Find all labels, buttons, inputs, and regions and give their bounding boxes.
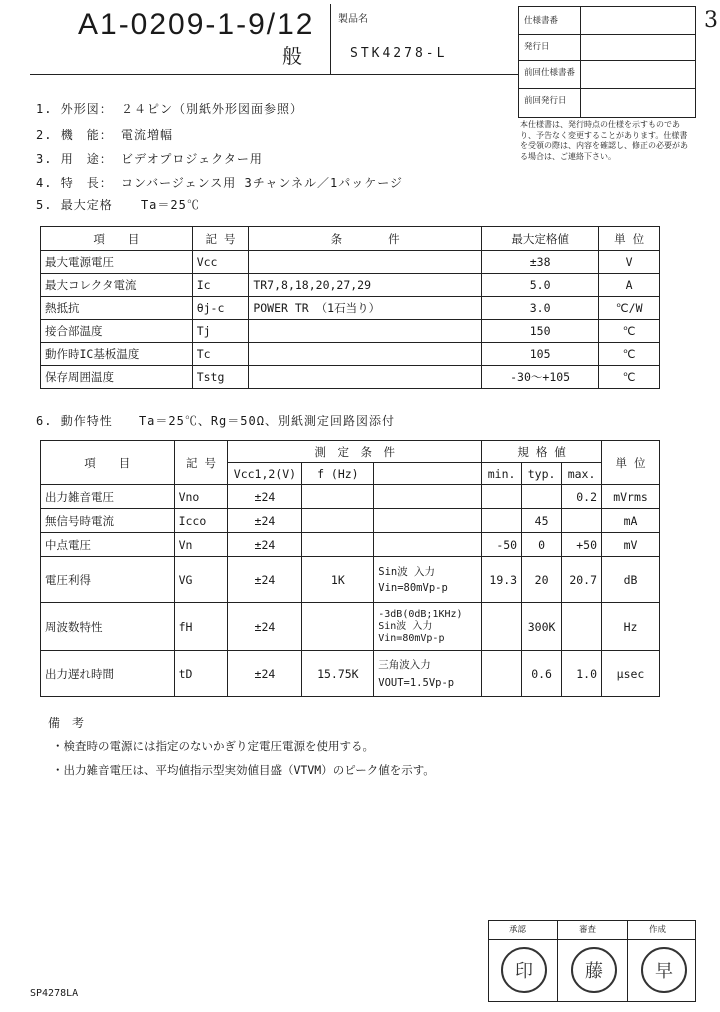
item-row bbox=[36, 196, 200, 213]
operating-characteristics-table bbox=[40, 440, 660, 697]
cell-cond bbox=[374, 509, 482, 533]
cell-f: 1K bbox=[302, 557, 374, 603]
cell-f bbox=[302, 509, 374, 533]
cell-f bbox=[302, 603, 374, 651]
cell-min bbox=[482, 485, 522, 509]
cell-unit: mV bbox=[602, 533, 660, 557]
cell-symbol: Vn bbox=[174, 533, 228, 557]
cell-vcc: ±24 bbox=[228, 557, 302, 603]
cell-unit: dB bbox=[602, 557, 660, 603]
cell-vcc: ±24 bbox=[228, 533, 302, 557]
cell-max: 20.7 bbox=[562, 557, 602, 603]
header-symbol: 記 号 bbox=[192, 227, 249, 251]
header-unit: 単 位 bbox=[602, 441, 660, 485]
cell-cond bbox=[374, 533, 482, 557]
item-no: 5. bbox=[36, 198, 53, 212]
table-row bbox=[41, 343, 660, 366]
table-row bbox=[41, 603, 660, 651]
cell-min bbox=[482, 651, 522, 697]
cond-line: Sin波 入力 bbox=[378, 565, 436, 578]
cell-item: 熱抵抗 bbox=[41, 297, 193, 320]
cell-max bbox=[562, 509, 602, 533]
cell-cond bbox=[374, 603, 482, 651]
item-label: 外形図： bbox=[60, 102, 113, 116]
item-label: 機 能： bbox=[60, 128, 113, 142]
item-no: 3. bbox=[36, 152, 53, 166]
cell-symbol: θj-c bbox=[192, 297, 249, 320]
item-no: 1. bbox=[36, 102, 53, 116]
header-cond bbox=[374, 463, 482, 485]
cond-line: VOUT=1.5Vp-p bbox=[378, 676, 455, 689]
cell-conditions: TR7,8,18,20,27,29 bbox=[249, 274, 482, 297]
product-label: 製品名 bbox=[338, 14, 368, 25]
cell-typ: 0 bbox=[522, 533, 562, 557]
table-header-row bbox=[41, 227, 660, 251]
field-issue-date: 発行日 bbox=[524, 42, 550, 52]
cell-unit: mA bbox=[602, 509, 660, 533]
cell-value: 105 bbox=[481, 343, 598, 366]
cond-line: Vin=80mVp-p bbox=[378, 632, 445, 644]
cell-symbol: Vcc bbox=[192, 251, 249, 274]
footer-code: SP4278LA bbox=[30, 988, 79, 999]
item-row bbox=[36, 174, 403, 191]
cell-symbol: VG bbox=[174, 557, 228, 603]
cell-item: 周波数特性 bbox=[41, 603, 175, 651]
cell-unit: V bbox=[599, 251, 660, 274]
cell-typ: 45 bbox=[522, 509, 562, 533]
table-row bbox=[41, 251, 660, 274]
cell-cond bbox=[374, 651, 482, 697]
item-value: コンバージェンス用 3チャンネル／1パッケージ bbox=[120, 176, 403, 190]
document-number: A1-0209-1-9/12 bbox=[78, 8, 315, 41]
header-item: 項 目 bbox=[41, 441, 175, 485]
cond-line: 三角波入力 bbox=[378, 658, 431, 671]
cell-symbol: Icco bbox=[174, 509, 228, 533]
revision-notice: 本仕様書は、発行時点の仕様を示すものであり、予告なく変更することがあります。仕様書を受領の際は、内容を確認し、修正の必要がある場合は、ご連絡下さい。 bbox=[520, 120, 688, 161]
cell-item: 電圧利得 bbox=[41, 557, 175, 603]
side-mark: 3 bbox=[704, 8, 718, 33]
cell-symbol: Tc bbox=[192, 343, 249, 366]
cell-symbol: fH bbox=[174, 603, 228, 651]
cell-symbol: Tj bbox=[192, 320, 249, 343]
field-prev-issue-date: 前回発行日 bbox=[524, 96, 567, 106]
item-value: ２４ピン（別紙外形図面参照） bbox=[120, 102, 303, 116]
cell-min bbox=[482, 603, 522, 651]
cell-typ: 0.6 bbox=[522, 651, 562, 697]
cell-unit: A bbox=[599, 274, 660, 297]
cell-value: 5.0 bbox=[481, 274, 598, 297]
table-header-row bbox=[41, 441, 660, 463]
review-stamp: 藤 bbox=[571, 947, 617, 993]
author-stamp: 早 bbox=[641, 947, 687, 993]
cell-item: 動作時IC基板温度 bbox=[41, 343, 193, 366]
cell-vcc: ±24 bbox=[228, 651, 302, 697]
item-row bbox=[36, 126, 173, 143]
approval-box bbox=[488, 920, 696, 1002]
cell-conditions bbox=[249, 366, 482, 389]
review-label: 審査 bbox=[579, 925, 597, 935]
cell-symbol: tD bbox=[174, 651, 228, 697]
cell-max: 1.0 bbox=[562, 651, 602, 697]
document-suffix: 般 bbox=[282, 44, 302, 68]
note-line: ・検査時の電源には指定のないかぎり定電圧電源を使用する。 bbox=[52, 739, 374, 753]
item-row bbox=[36, 100, 303, 117]
header-typ: typ. bbox=[522, 463, 562, 485]
cell-symbol: Ic bbox=[192, 274, 249, 297]
item-label: 最大定格 bbox=[60, 198, 113, 212]
header-f: f (Hz) bbox=[302, 463, 374, 485]
author-label: 作成 bbox=[649, 925, 667, 935]
cell-max: 0.2 bbox=[562, 485, 602, 509]
cell-vcc: ±24 bbox=[228, 509, 302, 533]
table-row bbox=[41, 651, 660, 697]
cell-item: 最大コレクタ電流 bbox=[41, 274, 193, 297]
cell-unit: ℃ bbox=[599, 366, 660, 389]
cell-unit: ℃ bbox=[599, 343, 660, 366]
cond-line: -3dB(0dB;1KHz) bbox=[378, 608, 463, 620]
cell-item: 接合部温度 bbox=[41, 320, 193, 343]
cell-unit: μsec bbox=[602, 651, 660, 697]
product-name: STK4278-L bbox=[350, 46, 448, 61]
cell-conditions bbox=[249, 343, 482, 366]
cell-item: 中点電圧 bbox=[41, 533, 175, 557]
cell-min: -50 bbox=[482, 533, 522, 557]
table-row bbox=[41, 557, 660, 603]
max-ratings-table bbox=[40, 226, 660, 389]
cell-vcc: ±24 bbox=[228, 485, 302, 509]
table-row bbox=[41, 320, 660, 343]
header-symbol: 記 号 bbox=[174, 441, 228, 485]
header-conditions: 測 定 条 件 bbox=[228, 441, 482, 463]
table-row bbox=[41, 485, 660, 509]
header-min: min. bbox=[482, 463, 522, 485]
cell-typ bbox=[522, 485, 562, 509]
cell-cond bbox=[374, 557, 482, 603]
cell-value: ±38 bbox=[481, 251, 598, 274]
field-spec-no: 仕様書番 bbox=[524, 16, 559, 26]
section-6-heading bbox=[36, 412, 395, 429]
table-row bbox=[41, 509, 660, 533]
approval-stamp: 印 bbox=[501, 947, 547, 993]
cell-item: 無信号時電流 bbox=[41, 509, 175, 533]
cell-item: 出力雑音電圧 bbox=[41, 485, 175, 509]
cell-symbol: Tstg bbox=[192, 366, 249, 389]
section-label: 動作特性 bbox=[60, 414, 113, 428]
cell-max: +50 bbox=[562, 533, 602, 557]
header-spec: 規 格 値 bbox=[482, 441, 602, 463]
cell-typ: 300K bbox=[522, 603, 562, 651]
cell-cond bbox=[374, 485, 482, 509]
header-vcc: Vcc1,2(V) bbox=[228, 463, 302, 485]
cell-value: 150 bbox=[481, 320, 598, 343]
header-unit: 単 位 bbox=[599, 227, 660, 251]
cell-unit: Hz bbox=[602, 603, 660, 651]
approval-label: 承認 bbox=[509, 925, 527, 935]
table-row bbox=[41, 297, 660, 320]
section-conditions: Ta＝25℃、Rg＝50Ω、別紙測定回路図添付 bbox=[138, 414, 395, 428]
cell-conditions bbox=[249, 251, 482, 274]
cell-symbol: Vno bbox=[174, 485, 228, 509]
cell-min: 19.3 bbox=[482, 557, 522, 603]
table-row bbox=[41, 274, 660, 297]
cell-item: 最大電源電圧 bbox=[41, 251, 193, 274]
table-row bbox=[41, 366, 660, 389]
cond-line: Vin=80mVp-p bbox=[378, 581, 448, 594]
notes-title: 備 考 bbox=[48, 716, 85, 730]
item-label: 用 途： bbox=[60, 152, 113, 166]
cell-f bbox=[302, 485, 374, 509]
note-line: ・出力雑音電圧は、平均値指示型実効値目盛（VTVM）のピーク値を示す。 bbox=[52, 763, 435, 777]
item-no: 2. bbox=[36, 128, 53, 142]
cell-f bbox=[302, 533, 374, 557]
item-label: 特 長： bbox=[60, 176, 113, 190]
cell-unit: mVrms bbox=[602, 485, 660, 509]
section-no: 6. bbox=[36, 414, 53, 428]
header-item: 項 目 bbox=[41, 227, 193, 251]
cond-line: Sin波 入力 bbox=[378, 620, 433, 632]
header-max: max. bbox=[562, 463, 602, 485]
item-value: Ta＝25℃ bbox=[140, 198, 200, 212]
field-prev-spec-no: 前回仕様書番 bbox=[524, 68, 576, 78]
cell-f: 15.75K bbox=[302, 651, 374, 697]
item-no: 4. bbox=[36, 176, 53, 190]
cell-min bbox=[482, 509, 522, 533]
item-value: 電流増幅 bbox=[120, 128, 173, 142]
cell-typ: 20 bbox=[522, 557, 562, 603]
cell-conditions bbox=[249, 320, 482, 343]
cell-max bbox=[562, 603, 602, 651]
cell-value: -30～+105 bbox=[481, 366, 598, 389]
table-row bbox=[41, 533, 660, 557]
header-rating: 最大定格値 bbox=[481, 227, 598, 251]
cell-value: 3.0 bbox=[481, 297, 598, 320]
cell-unit: ℃/W bbox=[599, 297, 660, 320]
cell-item: 保存周囲温度 bbox=[41, 366, 193, 389]
item-value: ビデオプロジェクター用 bbox=[120, 152, 263, 166]
item-row bbox=[36, 150, 263, 167]
cell-conditions: POWER TR （1石当り） bbox=[249, 297, 482, 320]
cell-item: 出力遅れ時間 bbox=[41, 651, 175, 697]
cell-unit: ℃ bbox=[599, 320, 660, 343]
header-conditions: 条 件 bbox=[249, 227, 482, 251]
cell-vcc: ±24 bbox=[228, 603, 302, 651]
